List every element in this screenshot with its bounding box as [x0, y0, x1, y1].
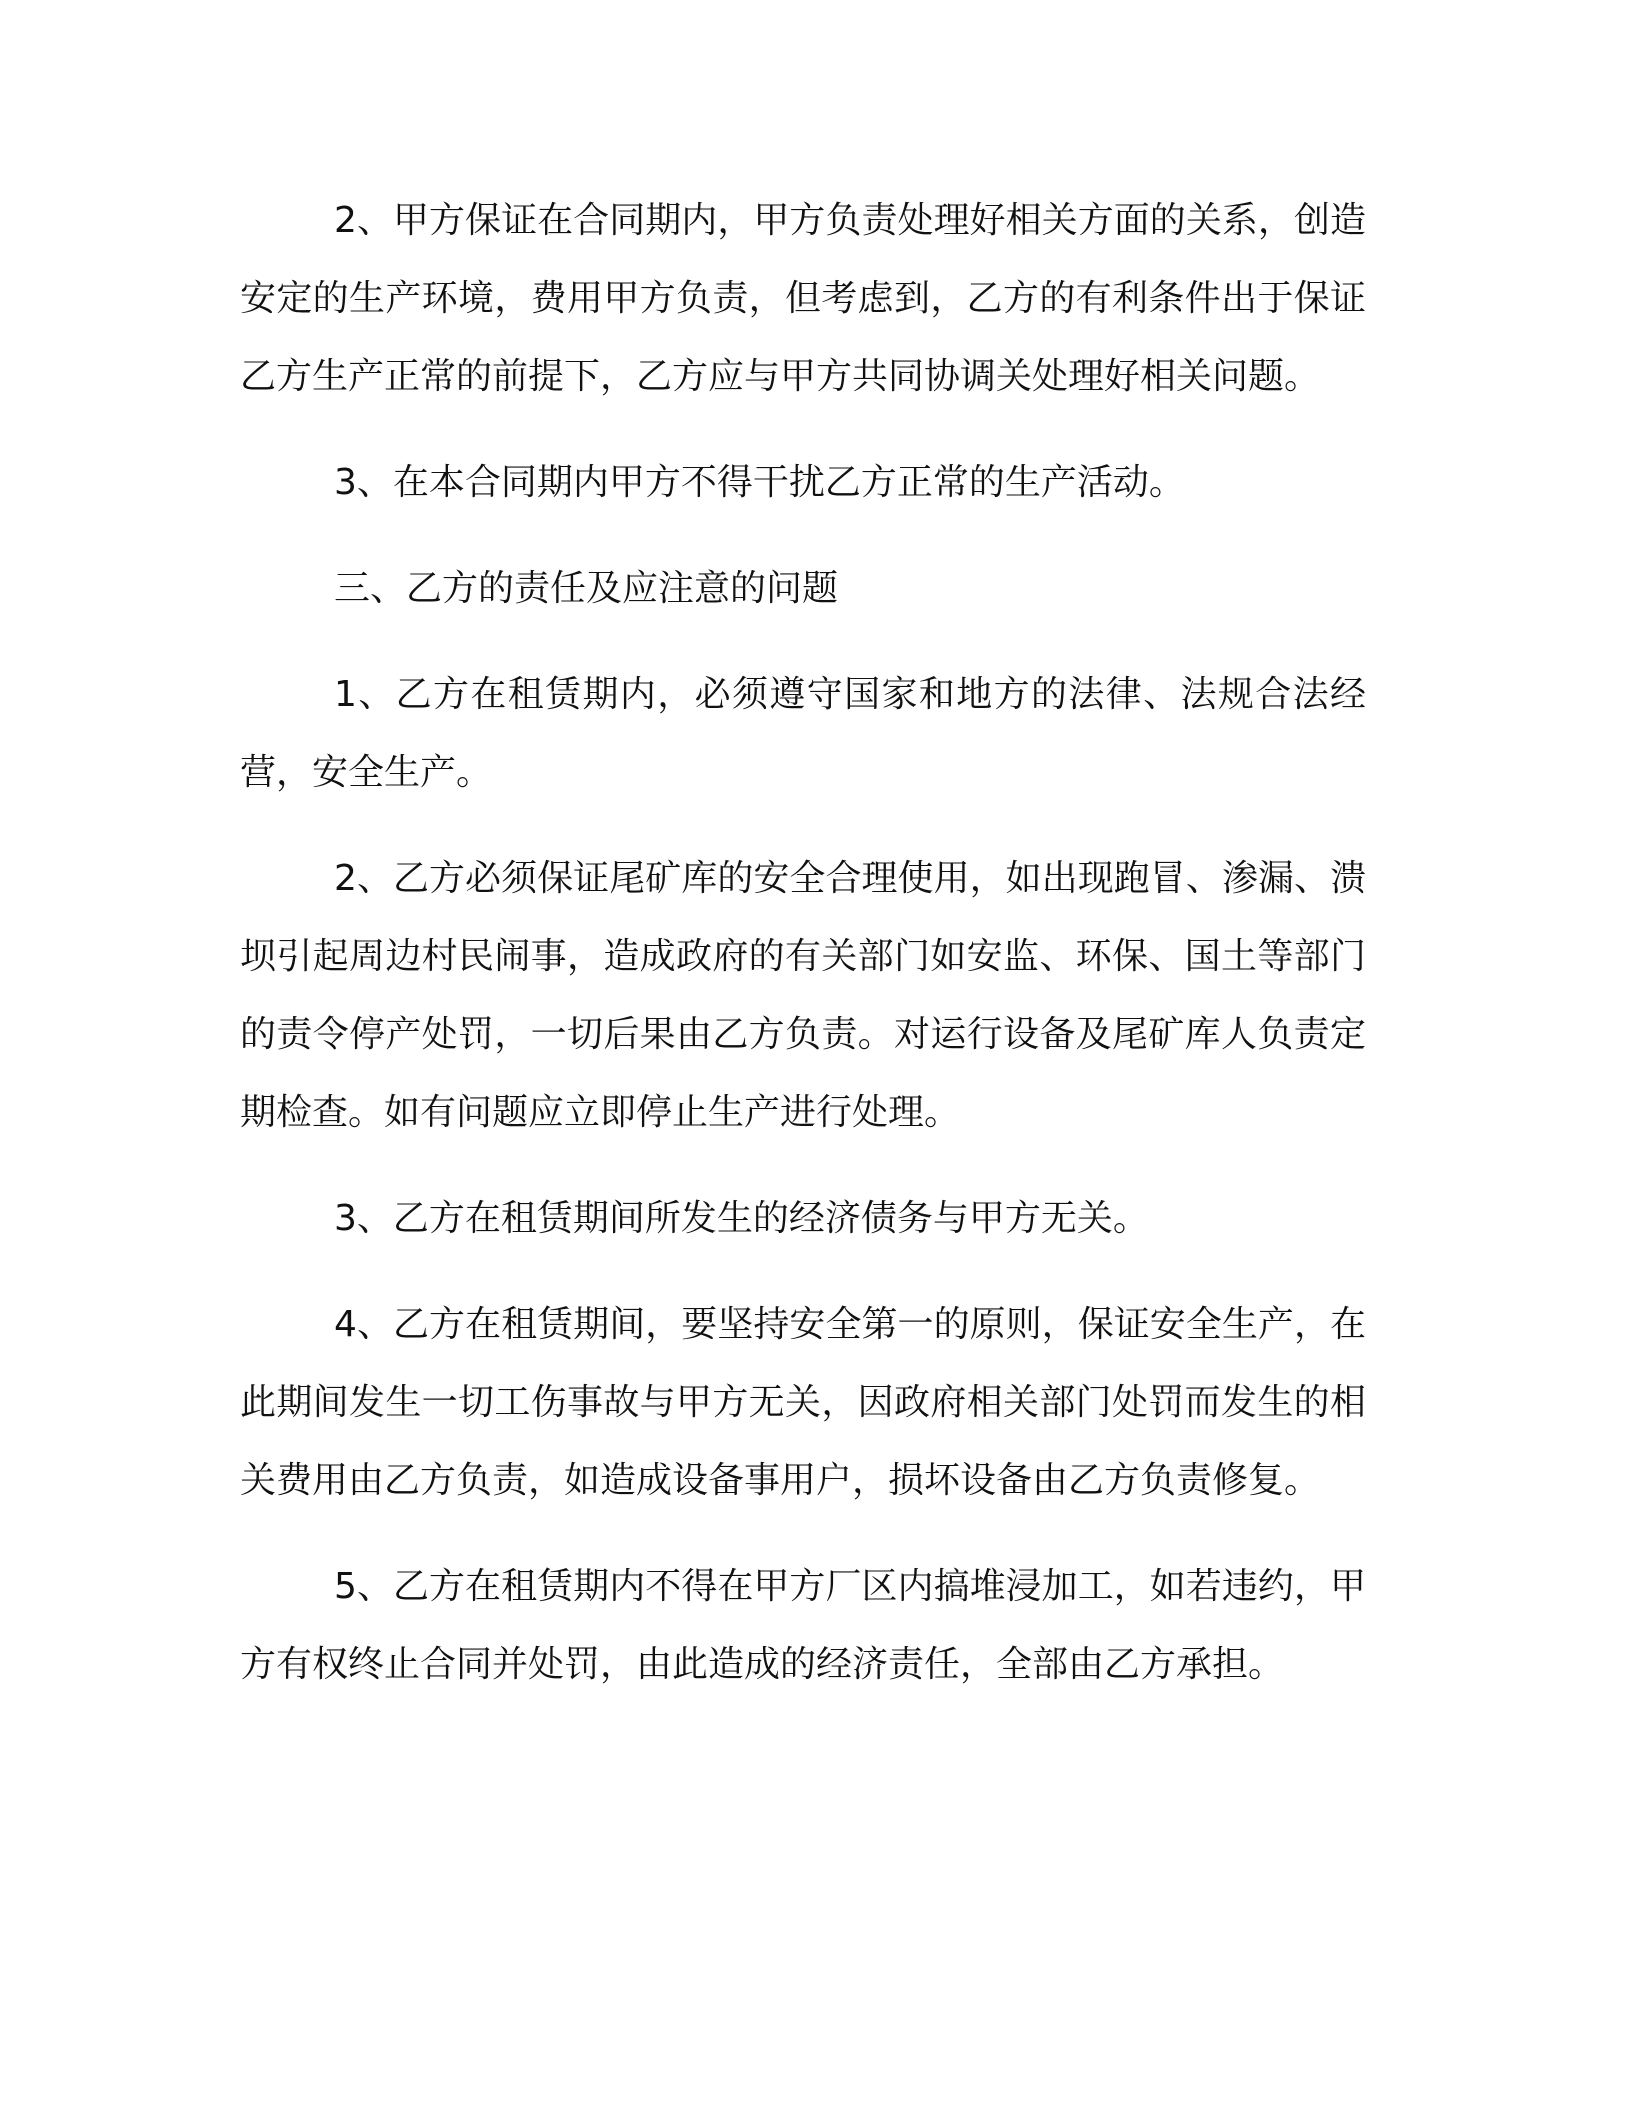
- section-heading-party-b-responsibilities: 三、乙方的责任及应注意的问题: [334, 568, 839, 609]
- clause-3-no-interference: 3、在本合同期内甲方不得干扰乙方正常的生产活动。: [334, 462, 1185, 503]
- clause-b2-tailings-safety: 2、乙方必须保证尾矿库的安全合理使用，如出现跑冒、渗漏、溃坝引起周边村民闹事，造成政府的有关部门如安监、环保、国土等部门的责令停产处罚，一切后果由乙方负责。对运行设备及尾矿库人负责定期检查。如有问题应立即停止生产进行处理。: [240, 858, 1366, 1133]
- document-body: [240, 182, 1366, 1732]
- clause-2-party-a-guarantee: 2、甲方保证在合同期内，甲方负责处理好相关方面的关系，创造安定的生产环境，费用甲方负责，但考虑到，乙方的有利条件出于保证乙方生产正常的前提下，乙方应与甲方共同协调关处理好相关问题。: [240, 200, 1366, 397]
- clause-b5-heap-leaching: 5、乙方在租赁期内不得在甲方厂区内搞堆浸加工，如若违约，甲方有权终止合同并处罚，由此造成的经济责任，全部由乙方承担。: [240, 1566, 1366, 1685]
- clause-b1-compliance: 1、乙方在租赁期内，必须遵守国家和地方的法律、法规合法经营，安全生产。: [240, 674, 1366, 793]
- clause-b4-safety-first: 4、乙方在租赁期间，要坚持安全第一的原则，保证安全生产，在此期间发生一切工伤事故与甲方无关，因政府相关部门处罚而发生的相关费用由乙方负责，如造成设备事用户，损坏设备由乙方负责修复。: [240, 1304, 1366, 1501]
- clause-b3-debts: 3、乙方在租赁期间所发生的经济债务与甲方无关。: [334, 1198, 1149, 1239]
